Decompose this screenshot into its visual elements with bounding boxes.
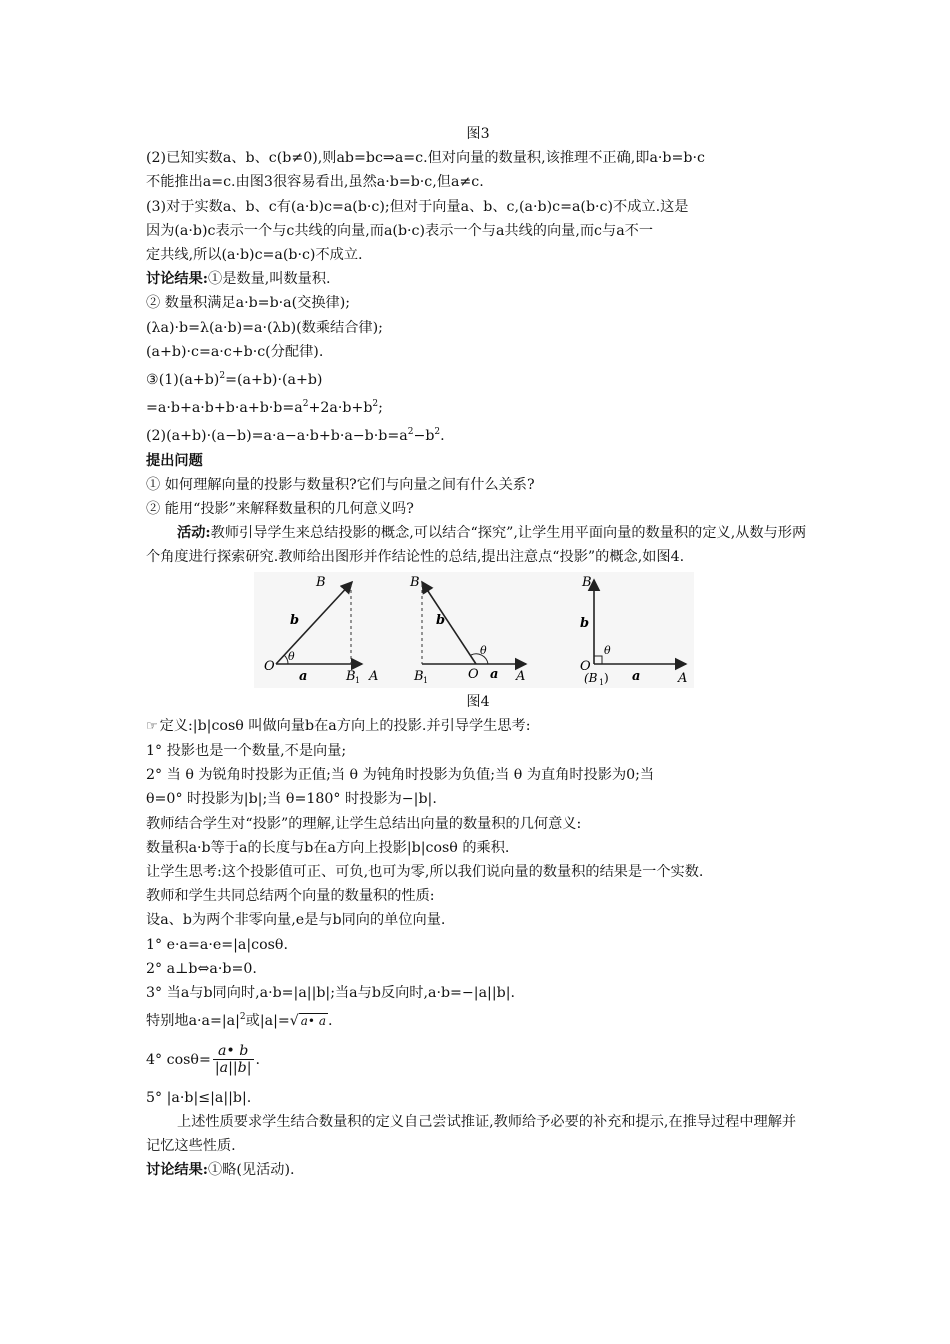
text-span: ; (378, 400, 383, 417)
property-item: 5° |a·b|≤|a||b|. (146, 1089, 252, 1106)
label-B1: B (414, 668, 424, 684)
formula-line (146, 420, 810, 448)
label-O: O (580, 658, 591, 674)
figure3-caption: 图3 (466, 126, 490, 142)
text-line: 教师和学生共同总结两个向量的数量积的性质: (146, 888, 435, 905)
label-b: b (290, 612, 300, 628)
text-span: ①略(见活动). (208, 1162, 295, 1179)
text-line: θ=0° 时投影为|b|;当 θ=180° 时投影为−|b|. (146, 791, 437, 808)
label-A: A (369, 668, 379, 684)
sqrt-expression: √ a• a (289, 1013, 326, 1030)
text-line: 设a、b为两个非零向量,e是与b同向的单位向量. (146, 912, 446, 929)
text-line: (λa)·b=λ(a·b)=a·(λb)(数乘结合律); (146, 319, 383, 336)
property-item (146, 1040, 810, 1080)
label-B1: B (346, 668, 356, 684)
label-O: O (264, 658, 275, 674)
superscript: 2 (219, 371, 226, 382)
numerator: a• b (213, 1043, 254, 1060)
discussion-result (146, 1158, 810, 1182)
label-a: a (299, 668, 308, 684)
text-line: 让学生思考:这个投影值可正、可负,也可为零,所以我们说向量的数量积的结果是一个实数. (146, 864, 704, 881)
text-span: . (440, 428, 445, 445)
label-B1-paren: (B (584, 670, 598, 685)
text-line: 1° 投影也是一个数量,不是向量; (146, 743, 347, 760)
discussion-label: 讨论结果: (146, 1162, 208, 1179)
section-heading: 提出问题 (146, 452, 203, 469)
text-span: (2)(a+b)·(a−b)=a·a−a·b+b·a−b·b=a (146, 428, 408, 445)
text-line: (a+b)·c=a·c+b·c(分配律). (146, 343, 324, 360)
label-a: a (490, 666, 499, 682)
document-page (146, 122, 810, 1182)
property-item: 2° a⊥b⇔a·b=0. (146, 960, 257, 977)
fraction (213, 1043, 254, 1076)
figure4-caption: 图4 (466, 693, 490, 710)
text-line: (2)已知实数a、b、c(b≠0),则ab=bc⇒a=c.但对向量的数量积,该推理不正确,即a·b=b·c (146, 150, 705, 167)
denominator: |a||b| (214, 1060, 252, 1076)
label-theta: θ (288, 649, 295, 663)
label-B: B (316, 574, 326, 590)
paren-close: ) (604, 670, 609, 685)
label-theta: θ (604, 643, 611, 657)
radicand: a• a (300, 1014, 326, 1029)
question-item: ① 如何理解向量的投影与数量积?它们与向量之间有什么关系? (146, 476, 535, 493)
superscript: 2 (302, 399, 309, 410)
label-B: B (410, 574, 420, 590)
activity-paragraph (146, 521, 810, 569)
text-span: −b (413, 428, 435, 445)
text-span: 定义:|b|cosθ 叫做向量b在a方向上的投影.并引导学生思考: (159, 717, 531, 734)
text-span: =a·b+a·b+b·a+b·b=a (146, 400, 303, 417)
text-line: 不能推出a=c.由图3很容易看出,虽然a·b=b·c,但a≠c. (146, 174, 484, 191)
superscript: 2 (372, 399, 379, 410)
pointing-hand-icon: ☞ (146, 718, 158, 734)
label-B: B (582, 574, 592, 590)
text-line: 数量积a·b等于a的长度与b在a方向上投影|b|cosθ 的乘积. (146, 839, 510, 856)
label-A: A (516, 668, 526, 684)
text-line: ② 数量积满足a·b=b·a(交换律); (146, 295, 351, 312)
text-line: 教师结合学生对“投影”的理解,让学生总结出向量的数量积的几何意义: (146, 815, 582, 832)
text-span: =(a+b)·(a+b) (225, 372, 323, 389)
text-span: ①是数量,叫数量积. (208, 271, 331, 288)
label-b: b (580, 615, 590, 631)
subscript-1: 1 (599, 677, 605, 687)
text-span: . (327, 1013, 333, 1030)
label-A: A (678, 670, 688, 686)
superscript: 2 (407, 427, 414, 438)
text-line: 定共线,所以(a·b)c=a(b·c)不成立. (146, 247, 363, 264)
formula-line (146, 1005, 810, 1033)
text-span: ③(1)(a+b) (146, 372, 220, 389)
activity-label: 活动: (177, 525, 211, 542)
text-span: 特别地a·a=|a| (146, 1013, 240, 1030)
label-theta: θ (480, 643, 487, 657)
label-O: O (468, 666, 479, 682)
superscript: 2 (239, 1012, 246, 1023)
text-span: 4° cosθ= (146, 1051, 211, 1068)
definition-line (146, 714, 810, 739)
discussion-label: 讨论结果: (146, 271, 208, 288)
closing-paragraph: 上述性质要求学生结合数量积的定义自己尝试推证,教师给予必要的补充和提示,在推导过程中理解并记忆这些性质. (146, 1113, 797, 1154)
discussion-result (146, 267, 810, 291)
label-a: a (632, 668, 641, 684)
text-span: 或|a|= (245, 1013, 290, 1030)
property-item: 1° e·a=a·e=|a|cosθ. (146, 936, 288, 953)
projection-diagram (254, 572, 694, 688)
text-span: . (255, 1051, 261, 1068)
label-b: b (436, 612, 446, 628)
formula-line (146, 392, 810, 420)
text-span: 教师引导学生来总结投影的概念,可以结合“探究”,让学生用平面向量的数量积的定义,从数与形两个角度进行探索研究.教师给出图形并作结论性的总结,提出注意点“投影”的概念,如图4. (146, 525, 807, 566)
figure4 (146, 572, 810, 690)
text-span: +2a·b+b (308, 400, 373, 417)
text-line: (3)对于实数a、b、c有(a·b)c=a(b·c);但对于向量a、b、c,(a·b)c=a(b·c)不成立.这是 (146, 198, 689, 215)
property-item: 3° 当a与b同向时,a·b=|a||b|;当a与b反向时,a·b=−|a||b|. (146, 985, 515, 1002)
question-item: ② 能用“投影”来解释数量积的几何意义吗? (146, 501, 414, 518)
superscript: 2 (434, 427, 441, 438)
text-line: 因为(a·b)c表示一个与c共线的向量,而a(b·c)表示一个与a共线的向量,而c与a不一 (146, 222, 654, 239)
subscript-1: 1 (423, 675, 429, 685)
text-line: 2° 当 θ 为锐角时投影为正值;当 θ 为钝角时投影为负值;当 θ 为直角时投影为0;当 (146, 767, 655, 784)
subscript-1: 1 (355, 675, 361, 685)
formula-line (146, 364, 810, 392)
